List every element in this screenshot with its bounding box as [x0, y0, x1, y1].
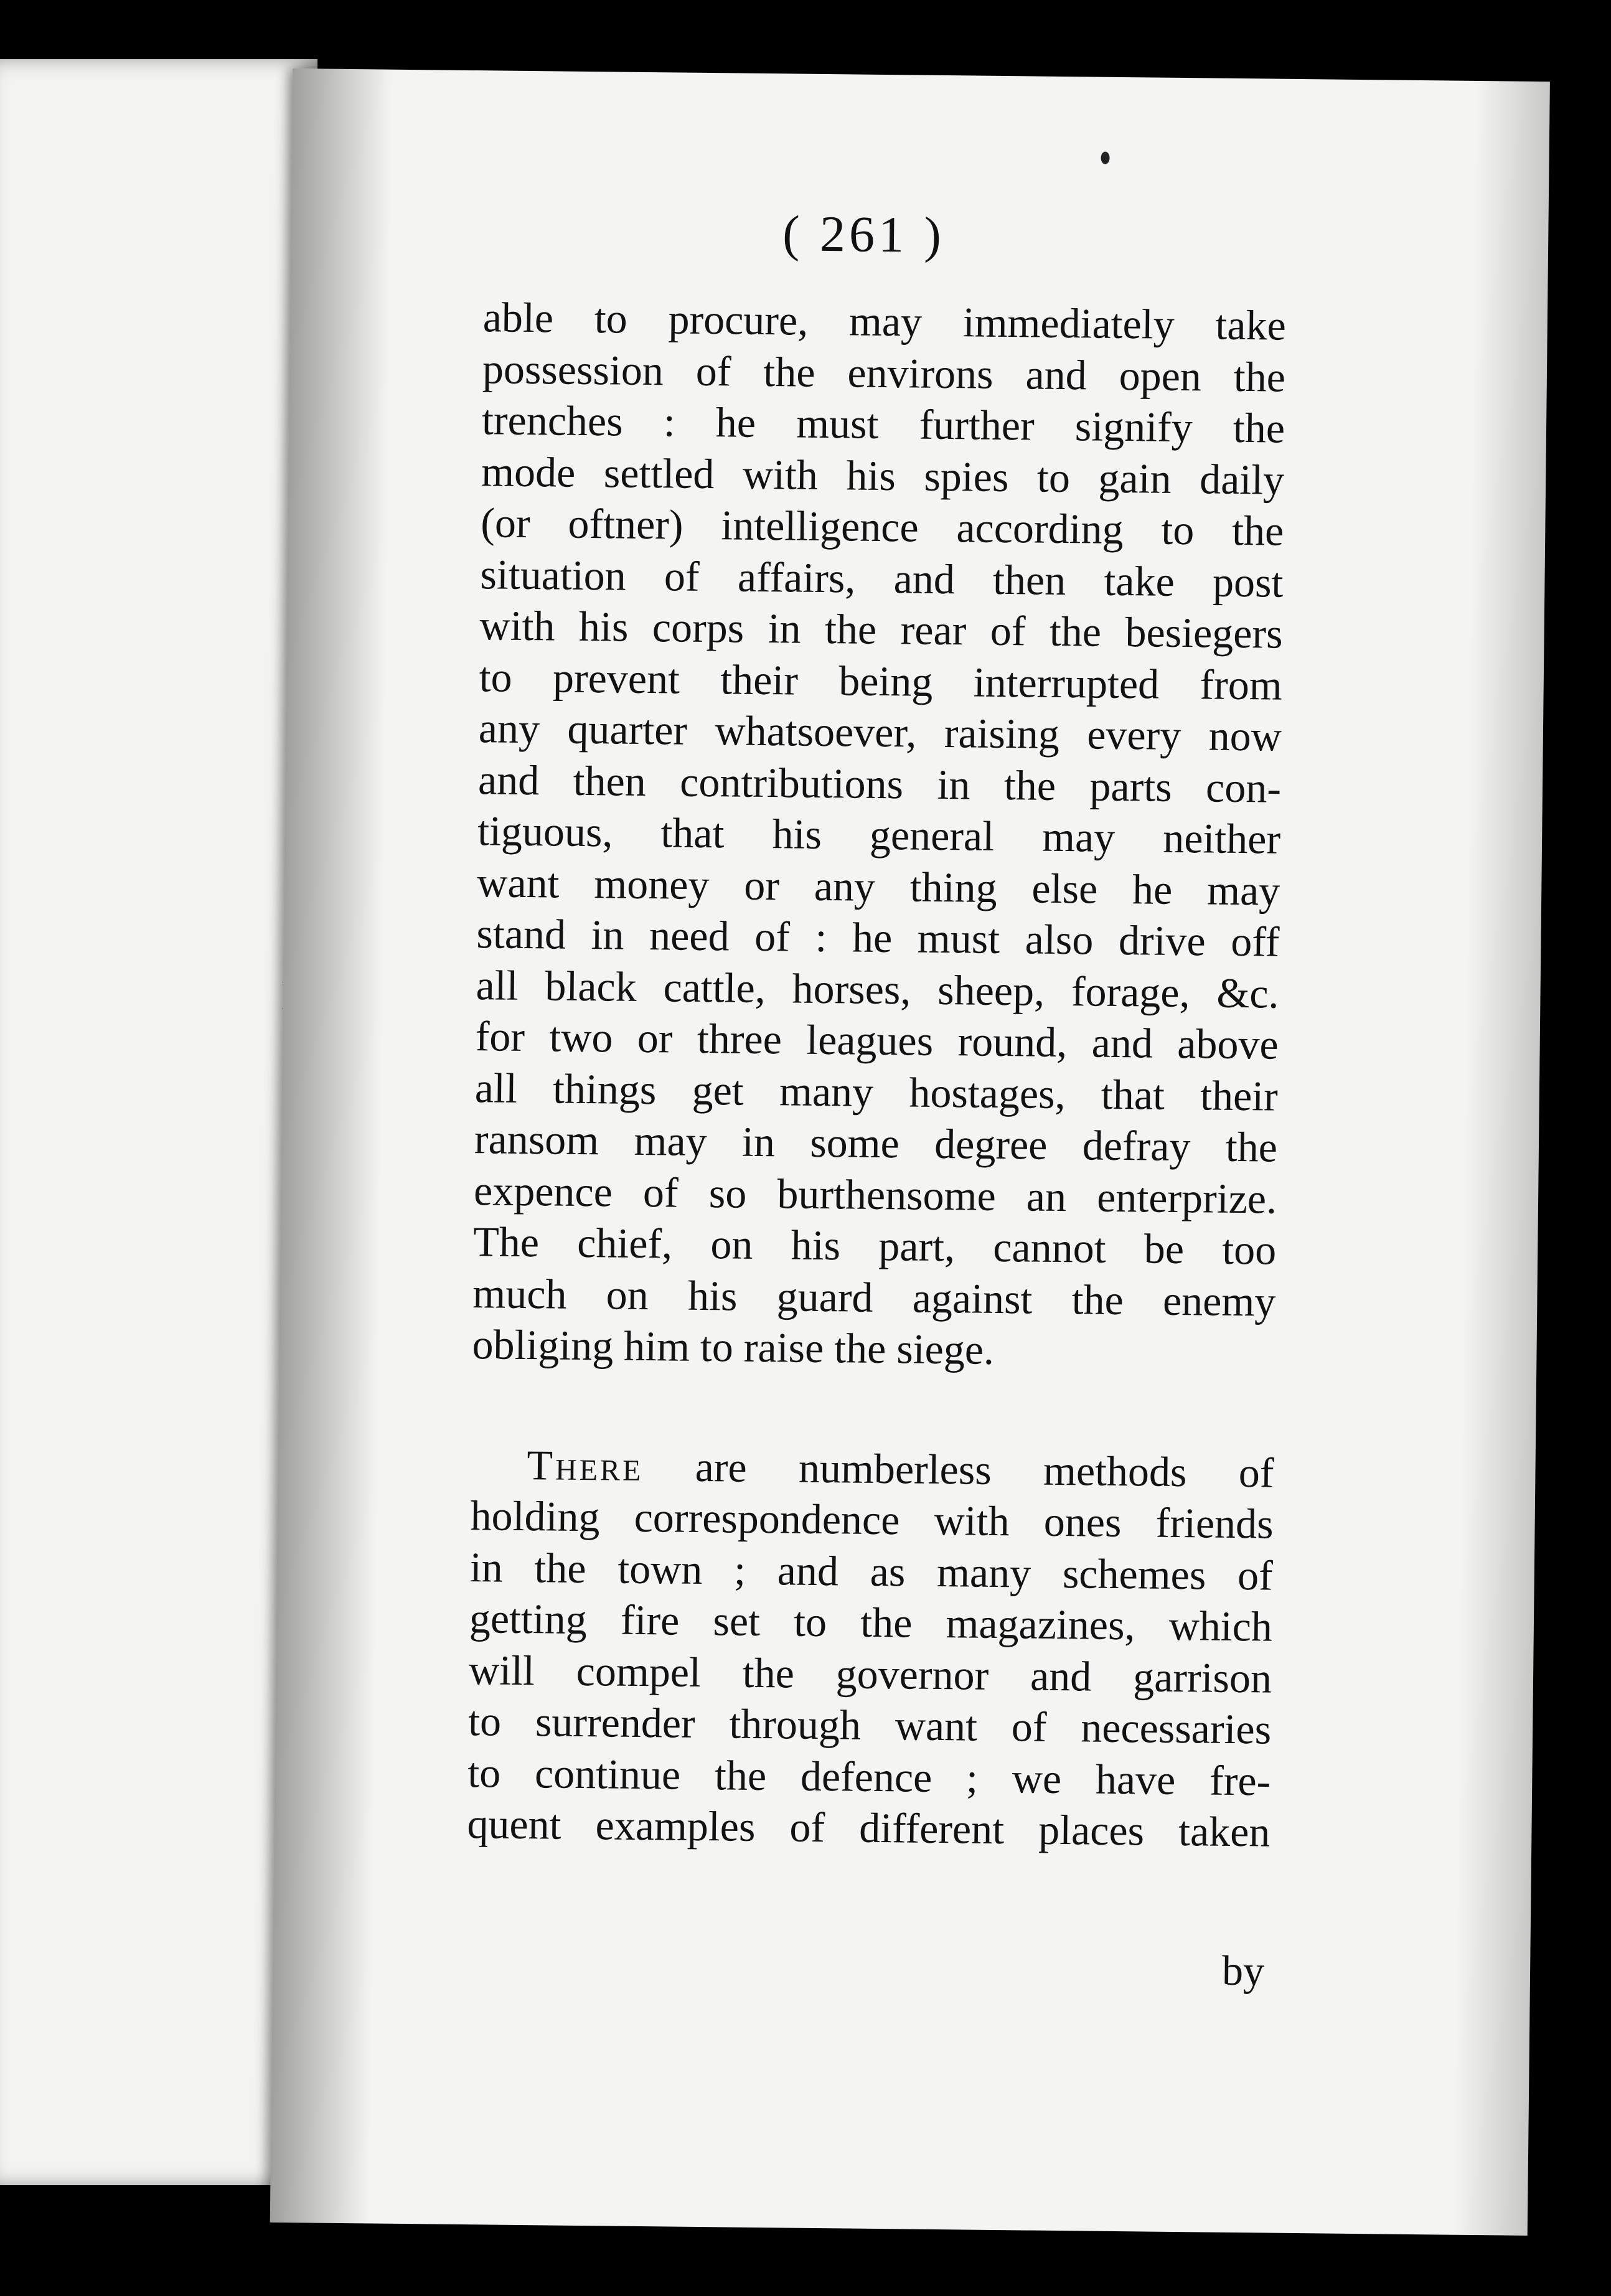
text-line: (or oftner) intelligence according to the: [480, 499, 1284, 555]
body-text: [467, 291, 1286, 1858]
text-line: mode settled with his spies to gain daily: [481, 447, 1285, 504]
text-line: quent examples of different places taken: [467, 1800, 1270, 1856]
text-line: able to procure, may immediately take: [482, 293, 1287, 349]
text-line: holding correspondence with ones friends: [470, 1492, 1274, 1548]
text-line: for two or three leagues round, and above: [475, 1012, 1279, 1068]
text-line: stand in need of : he must also drive off: [476, 910, 1280, 966]
text-line: any quarter whatsoever, raising every now: [478, 704, 1282, 760]
text-line: to surrender through want of necessaries: [467, 1697, 1272, 1753]
text-line: will compel the governor and garrison: [468, 1645, 1272, 1702]
left-page-fragment: [0, 59, 317, 2185]
text-line: with his corps in the rear of the besiegers: [479, 601, 1283, 657]
text-line: much on his guard against the enemy: [472, 1269, 1276, 1325]
paragraph-first-line-rest: are numberless methods of: [695, 1442, 1274, 1497]
text-line: situation of affairs, and then take post: [480, 550, 1284, 606]
text-line: want money or any thing else he may: [476, 858, 1280, 915]
paragraph-lead-word: There: [527, 1441, 644, 1490]
text-line: tiguous, that his general may neither: [477, 807, 1281, 863]
text-line: trenches : he must further signify the: [481, 396, 1285, 452]
right-page: [270, 68, 1550, 2236]
page-number: ( 261 ): [782, 205, 946, 263]
ink-speck: [1101, 152, 1109, 164]
text-line: to continue the defence ; we have fre-: [467, 1748, 1271, 1805]
text-line: and then contributions in the parts con-: [477, 755, 1282, 812]
paragraph-two-first-line: [471, 1439, 1274, 1499]
text-line: The chief, on his part, cannot be too: [472, 1218, 1277, 1274]
text-line: in the town ; and as many schemes of: [469, 1543, 1274, 1599]
text-line: ransom may in some degree defray the: [474, 1115, 1278, 1171]
text-line: getting fire set to the magazines, which: [469, 1594, 1273, 1650]
catchword: by: [1221, 1946, 1265, 1995]
text-line: all things get many hostages, that their: [474, 1063, 1279, 1120]
page-edge-shadow: [1453, 81, 1550, 2236]
text-line: all black cattle, horses, sheep, forage, &c.: [476, 961, 1279, 1017]
text-line: to prevent their being interrupted from: [479, 652, 1283, 709]
text-line: obliging him to raise the siege.: [472, 1320, 995, 1373]
text-line: expence of so burthensome an enterprize.: [473, 1166, 1277, 1223]
text-line: possession of the environs and open the: [482, 344, 1286, 401]
